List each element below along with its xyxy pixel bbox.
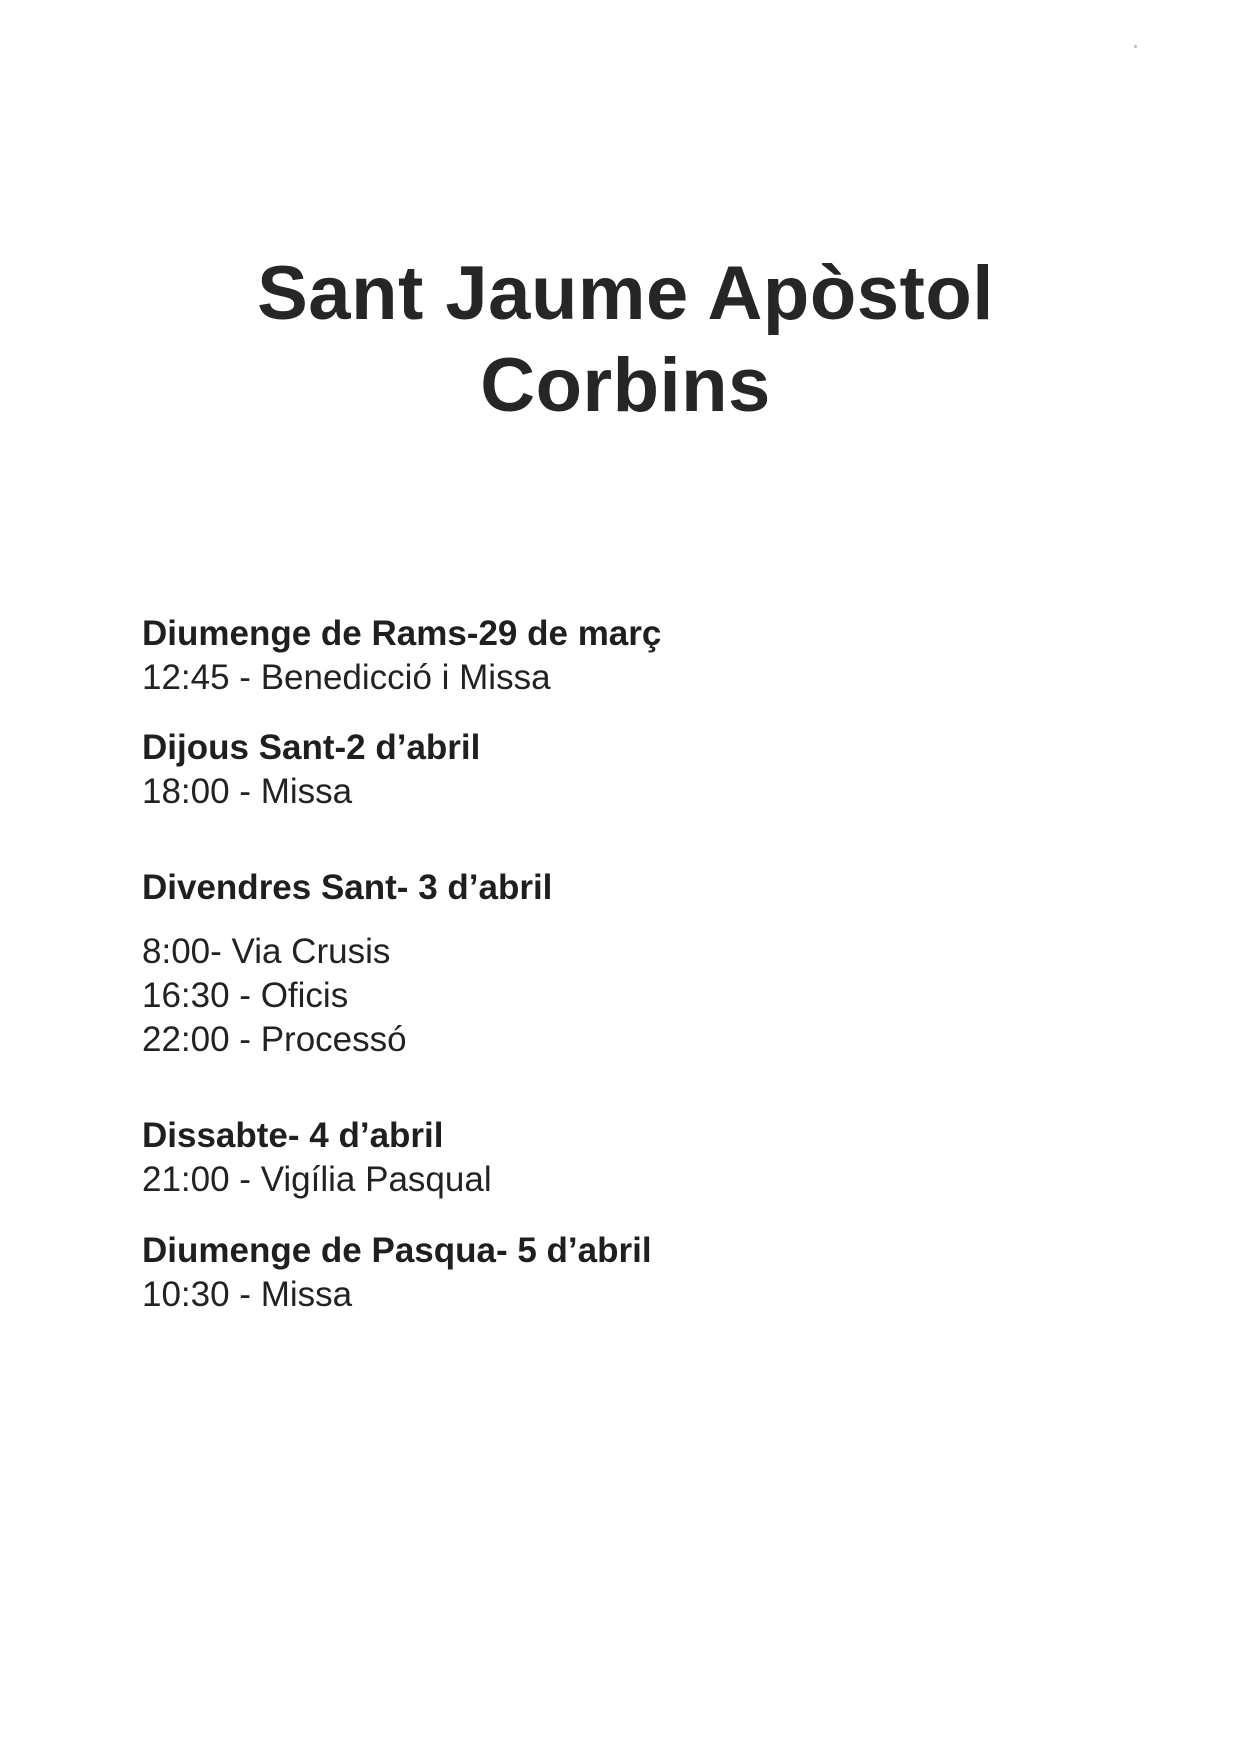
scan-speck bbox=[1134, 45, 1137, 48]
day-good-friday bbox=[142, 866, 552, 1062]
title-town-name: Corbins bbox=[480, 343, 771, 428]
event-item: 16:30 - Oficis bbox=[142, 976, 349, 1015]
day-holy-saturday bbox=[142, 1114, 492, 1202]
event-item: 18:00 - Missa bbox=[142, 772, 353, 811]
event-item: 12:45 - Benedicció i Missa bbox=[142, 658, 551, 697]
document-title bbox=[0, 248, 1241, 432]
event-item: 21:00 - Vigília Pasqual bbox=[142, 1160, 492, 1199]
day-easter-sunday bbox=[142, 1229, 652, 1317]
day-holy-thursday bbox=[142, 726, 480, 814]
day-heading: Dissabte- 4 d’abril bbox=[142, 1116, 444, 1155]
event-item: 8:00- Via Crusis bbox=[142, 932, 391, 971]
title-parish-name: Sant Jaume Apòstol bbox=[257, 251, 994, 336]
event-list bbox=[142, 930, 552, 1062]
day-heading: Diumenge de Rams-29 de març bbox=[142, 614, 662, 653]
day-heading: Diumenge de Pasqua- 5 d’abril bbox=[142, 1231, 652, 1270]
event-item: 22:00 - Processó bbox=[142, 1020, 407, 1059]
day-heading: Dijous Sant-2 d’abril bbox=[142, 728, 481, 767]
day-palm-sunday bbox=[142, 612, 661, 700]
event-item: 10:30 - Missa bbox=[142, 1275, 353, 1314]
day-heading: Divendres Sant- 3 d’abril bbox=[142, 868, 553, 907]
